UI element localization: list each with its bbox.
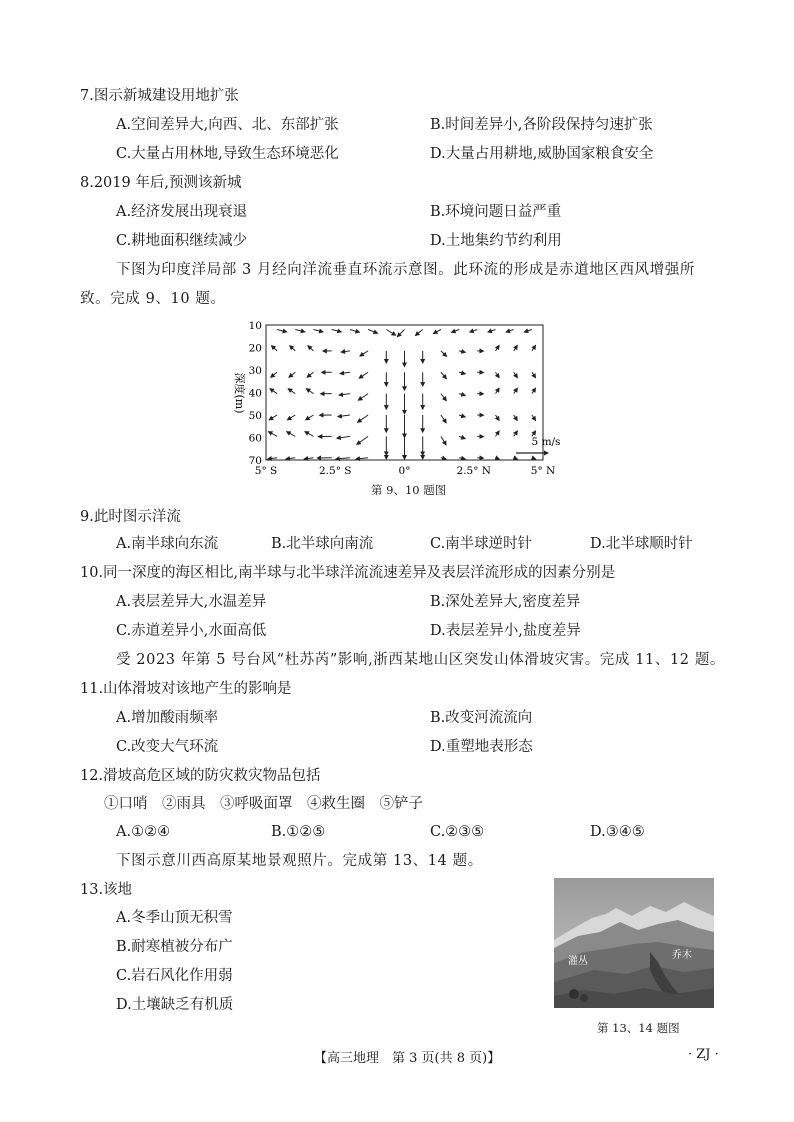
intro-9-10-line2: 致。完成 9、10 题。: [80, 291, 226, 307]
y-tick-label: 50: [248, 410, 262, 422]
photo-label-tree: 乔木: [672, 950, 692, 961]
current-vector-arrow: [514, 372, 518, 377]
y-tick-label: 10: [248, 320, 262, 332]
photo-label-shrub: 灌丛: [568, 956, 588, 967]
q9-option-a: A.南半球向东流: [116, 536, 219, 552]
x-tick-label: 5° S: [254, 465, 278, 477]
current-vector-arrow: [360, 351, 368, 356]
current-vector-arrow: [340, 372, 350, 373]
current-vector-arrow: [269, 415, 277, 420]
current-vector-arrow: [268, 432, 277, 437]
current-vector-arrow: [532, 372, 536, 377]
q12-option-a: A.①②④: [116, 824, 171, 840]
current-vector-arrow: [288, 389, 295, 394]
scale-label: 5 m/s: [531, 436, 561, 448]
q12-items: ①口哨 ②雨具 ③呼吸面罩 ④救生圈 ⑤铲子: [104, 796, 423, 812]
ocean-circulation-chart: [226, 315, 566, 485]
current-vector-arrow: [506, 330, 514, 333]
q12-option-c: C.②③⑤: [430, 824, 485, 840]
current-vector-arrow: [332, 330, 342, 332]
q12-stem: 12.滑坡高危区域的防灾救灾物品包括: [80, 768, 321, 784]
footer-code: · ZJ ·: [688, 1047, 719, 1062]
current-vector-arrow: [532, 388, 536, 393]
current-vector-arrow: [358, 394, 368, 401]
current-vector-arrow: [287, 432, 296, 437]
current-vector-arrow: [441, 415, 446, 423]
chart-caption: 第 9、10 题图: [371, 483, 447, 497]
q8-option-b: B.环境问题日益严重: [430, 204, 562, 220]
q12-option-d: D.③④⑤: [590, 824, 645, 840]
q12-option-b: B.①②⑤: [271, 824, 326, 840]
current-vector-arrow: [532, 345, 536, 350]
current-vector-arrow: [306, 389, 313, 394]
current-vector-arrow: [308, 346, 314, 351]
current-vector-arrow: [357, 436, 368, 444]
q8-option-d: D.土地集约节约利用: [430, 233, 562, 249]
vector-field-svg: [226, 315, 566, 485]
current-vector-arrow: [341, 351, 350, 352]
q10-option-b: B.深处差异大,密度差异: [430, 594, 581, 610]
current-vector-arrow: [268, 458, 277, 459]
current-vector-arrow: [356, 458, 368, 459]
q7-stem: 7.图示新城建设用地扩张: [80, 88, 239, 104]
q7-option-b: B.时间差异小,各阶段保持匀速扩张: [430, 117, 653, 133]
intro-11-12: 受 2023 年第 5 号台风“杜苏芮”影响,浙西某地山区突发山体滑坡灾害。完成 11、12 题。: [116, 652, 726, 668]
q8-stem: 8.2019 年后,预测该新城: [80, 175, 242, 191]
q11-option-c: C.改变大气环流: [116, 739, 219, 755]
q9-option-d: D.北半球顺时针: [590, 536, 693, 552]
q9-stem: 9.此时图示洋流: [80, 509, 181, 525]
current-vector-arrow: [337, 436, 350, 438]
current-vector-arrow: [441, 436, 446, 445]
current-vector-arrow: [359, 372, 368, 378]
x-tick-label: 0°: [398, 465, 411, 477]
current-vector-arrow: [386, 330, 395, 336]
q13-option-c: C.岩石风化作用弱: [116, 968, 233, 984]
q10-stem: 10.同一深度的海区相比,南半球与北半球洋流流速差异及表层洋流形成的因素分别是: [80, 565, 616, 581]
y-axis-label: 深度(m): [233, 372, 246, 414]
q13-stem: 13.该地: [80, 882, 133, 898]
current-vector-arrow: [307, 372, 313, 377]
q11-option-a: A.增加酸雨频率: [116, 710, 219, 726]
current-vector-arrow: [441, 458, 446, 459]
current-vector-arrow: [368, 330, 377, 334]
current-vector-arrow: [271, 372, 277, 377]
current-vector-arrow: [304, 458, 313, 459]
current-vector-arrow: [313, 330, 323, 332]
y-tick-label: 70: [248, 455, 262, 467]
landscape-photo-svg: [554, 878, 714, 1008]
q9-option-c: C.南半球逆时针: [430, 536, 533, 552]
page-footer: 【高三地理 第 3 页(共 8 页)】: [314, 1051, 501, 1066]
q13-option-a: A.冬季山顶无积雪: [116, 910, 233, 926]
current-vector-arrow: [496, 372, 500, 377]
current-vector-arrow: [339, 394, 350, 396]
current-vector-arrow: [496, 388, 500, 393]
x-tick-label: 2.5° N: [456, 465, 491, 477]
current-vector-arrow: [305, 432, 314, 437]
current-vector-arrow: [532, 458, 536, 459]
current-vector-arrow: [350, 330, 360, 333]
q7-option-c: C.大量占用林地,导致生态环境恶化: [116, 146, 339, 162]
current-vector-arrow: [524, 330, 532, 333]
y-tick-label: 40: [248, 387, 262, 400]
current-vector-arrow: [441, 372, 446, 378]
current-vector-arrow: [270, 389, 277, 394]
intro-13-14: 下图示意川西高原某地景观照片。完成第 13、14 题。: [116, 853, 483, 869]
current-vector-arrow: [459, 351, 465, 352]
current-vector-arrow: [306, 415, 314, 420]
q13-option-b: B.耐寒植被分布广: [116, 939, 233, 955]
current-vector-arrow: [459, 372, 465, 374]
current-vector-arrow: [272, 346, 278, 351]
q11-option-d: D.重塑地表形态: [430, 739, 533, 755]
photo-caption: 第 13、14 题图: [597, 1021, 680, 1035]
q7-option-a: A.空间差异大,向西、北、东部扩张: [116, 117, 339, 133]
q7-option-d: D.大量占用耕地,威胁国家粮食安全: [430, 146, 654, 162]
landscape-photo: [554, 878, 714, 1008]
current-vector-arrow: [290, 346, 296, 351]
current-vector-arrow: [295, 330, 305, 332]
current-vector-arrow: [532, 415, 536, 420]
q9-option-b: B.北半球向南流: [271, 536, 374, 552]
current-vector-arrow: [358, 415, 369, 422]
current-vector-arrow: [470, 330, 478, 333]
x-tick-label: 5° N: [530, 465, 556, 477]
q11-stem: 11.山体滑坡对该地产生的影响是: [80, 681, 292, 697]
current-vector-arrow: [459, 415, 465, 417]
x-tick-label: 2.5° S: [319, 465, 352, 477]
current-vector-arrow: [514, 345, 518, 350]
current-vector-arrow: [496, 431, 500, 436]
current-vector-arrow: [459, 458, 465, 459]
q11-option-b: B.改变河流流向: [430, 710, 533, 726]
intro-9-10-line1: 下图为印度洋局部 3 月经向洋流垂直环流示意图。此环流的形成是赤道地区西风增强所: [116, 262, 695, 278]
q8-option-c: C.耕地面积继续减少: [116, 233, 248, 249]
current-vector-arrow: [496, 345, 500, 350]
current-vector-arrow: [459, 436, 465, 438]
q8-option-a: A.经济发展出现衰退: [116, 204, 248, 220]
current-vector-arrow: [433, 330, 440, 334]
current-vector-arrow: [441, 351, 447, 357]
current-vector-arrow: [336, 458, 350, 459]
current-vector-arrow: [287, 415, 295, 420]
q10-option-d: D.表层差异小,盐度差异: [430, 623, 581, 639]
current-vector-arrow: [514, 415, 518, 420]
current-vector-arrow: [286, 458, 295, 459]
y-tick-label: 60: [248, 432, 262, 445]
q13-option-d: D.土壤缺乏有机质: [116, 997, 234, 1013]
y-tick-label: 30: [248, 365, 262, 377]
current-vector-arrow: [289, 372, 295, 377]
current-vector-arrow: [338, 415, 350, 417]
current-vector-arrow: [496, 458, 500, 459]
q10-option-c: C.赤道差异小,水面高低: [116, 623, 267, 639]
current-vector-arrow: [459, 394, 465, 396]
current-vector-arrow: [441, 394, 446, 401]
current-vector-arrow: [514, 388, 518, 393]
current-vector-arrow: [415, 330, 422, 336]
current-vector-arrow: [452, 330, 460, 333]
current-vector-arrow: [514, 431, 518, 436]
current-vector-arrow: [514, 458, 518, 459]
y-tick-label: 20: [248, 342, 262, 355]
current-vector-arrow: [397, 330, 404, 337]
current-vector-arrow: [488, 330, 496, 333]
current-vector-arrow: [496, 415, 500, 420]
q10-option-a: A.表层差异大,水温差异: [116, 594, 267, 610]
current-vector-arrow: [277, 330, 287, 332]
